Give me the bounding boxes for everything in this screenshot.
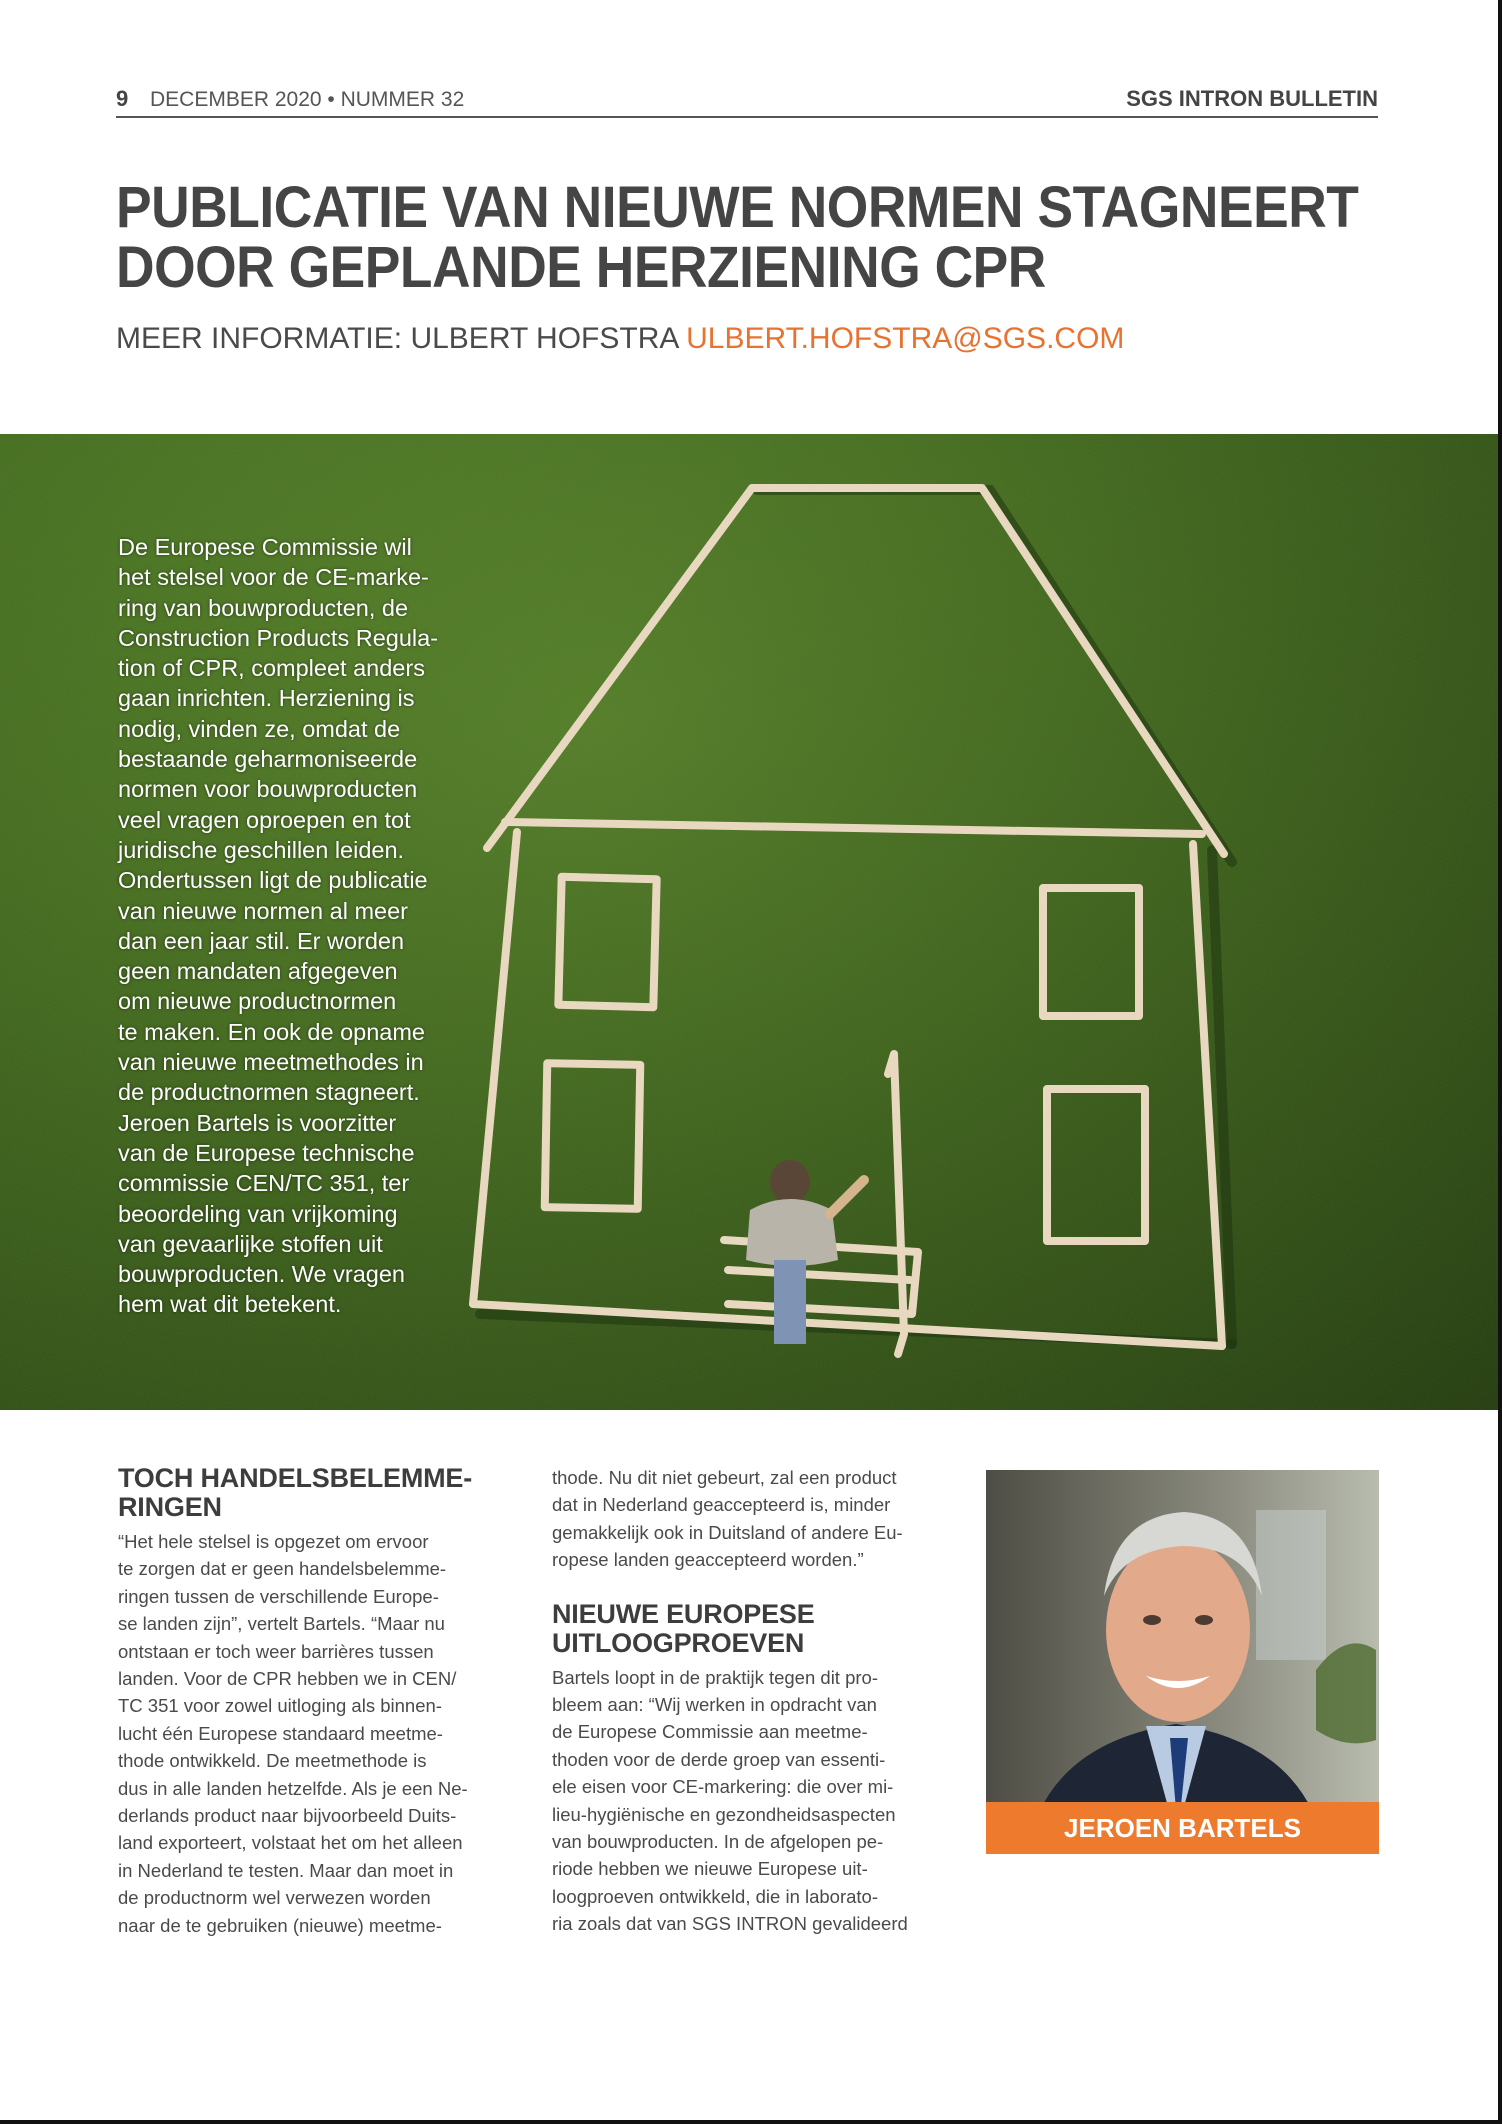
intro-line: geen mandaten afgegeven — [118, 958, 398, 985]
contact-email-link[interactable]: ULBERT.HOFSTRA@SGS.COM — [686, 322, 1125, 355]
intro-line: veel vragen oproepen en tot — [118, 806, 411, 833]
page-border-right — [1498, 0, 1502, 2124]
contact-info — [116, 322, 1124, 356]
intro-line: ring van bouwproducten, de — [118, 594, 409, 621]
body-line: te zorgen dat er geen handelsbelemme- — [118, 1558, 447, 1580]
intro-line: Ondertussen ligt de publicatie — [118, 867, 428, 894]
intro-line: Jeroen Bartels is voorzitter — [118, 1109, 397, 1136]
page-header — [116, 84, 1378, 118]
body-line: land exporteert, volstaat het om het alleen — [118, 1832, 463, 1854]
body-line: in Nederland te testen. Maar dan moet in — [118, 1859, 454, 1881]
heading-line: NIEUWE EUROPESE — [552, 1598, 815, 1629]
heading-line: UITLOOGPROEVEN — [552, 1627, 805, 1658]
intro-line: van gevaarlijke stoffen uit — [118, 1230, 383, 1257]
title-line: DOOR GEPLANDE HERZIENING CPR — [116, 235, 1046, 300]
intro-line: tion of CPR, compleet anders — [118, 655, 425, 682]
body-line: lucht één Europese standaard meetme- — [118, 1722, 443, 1744]
section-heading-leaching-tests — [552, 1600, 952, 1658]
body-line: dus in alle landen hetzelfde. Als je een Ne- — [118, 1777, 468, 1799]
intro-line: beoordeling van vrijkoming — [118, 1200, 398, 1227]
intro-line: juridische geschillen leiden. — [118, 836, 405, 863]
body-line: gemakkelijk ook in Duitsland of andere Eu- — [552, 1521, 903, 1543]
body-line: bleem aan: “Wij werken in opdracht van — [552, 1694, 877, 1716]
intro-line: hem wat dit betekent. — [118, 1291, 342, 1318]
body-line: ropese landen geaccepteerd worden.” — [552, 1549, 864, 1571]
intro-line: de productnormen stagneert. — [118, 1079, 420, 1106]
article-title — [116, 175, 1359, 300]
intro-line: te maken. En ook de opname — [118, 1018, 426, 1045]
body-line: dat in Nederland geaccepteerd is, minder — [552, 1494, 891, 1516]
body-line: van bouwproducten. In de afgelopen pe- — [552, 1831, 884, 1853]
intro-line: bouwproducten. We vragen — [118, 1261, 405, 1288]
body-line: ontstaan er toch weer barrières tussen — [118, 1640, 434, 1662]
intro-line: om nieuwe productnormen — [118, 988, 397, 1015]
body-line: loogproeven ontwikkeld, die in laborato- — [552, 1885, 879, 1907]
body-line: thode. Nu dit niet gebeurt, zal een product — [552, 1467, 897, 1488]
intro-line: van nieuwe meetmethodes in — [118, 1049, 424, 1076]
intro-line: commissie CEN/TC 351, ter — [118, 1170, 410, 1197]
intro-line: De Europese Commissie wil — [118, 534, 412, 560]
body-line: naar de te gebruiken (nieuwe) meetme- — [118, 1914, 442, 1936]
intro-line: van de Europese technische — [118, 1139, 415, 1166]
body-line: lieu-hygiënische en gezondheidsaspecten — [552, 1803, 896, 1825]
intro-line: Construction Products Regula- — [118, 624, 439, 651]
body-line: se landen zijn”, vertelt Bartels. “Maar nu — [118, 1613, 445, 1635]
issue-date: DECEMBER 2020 • NUMMER 32 — [150, 88, 465, 111]
column-2 — [552, 1464, 952, 1938]
publication-name: SGS INTRON BULLETIN — [1126, 86, 1378, 111]
intro-line: van nieuwe normen al meer — [118, 897, 408, 924]
body-line: derlands product naar bijvoorbeeld Duits- — [118, 1805, 457, 1827]
body-line: thoden voor de derde groep van essenti- — [552, 1748, 886, 1770]
portrait-caption: JEROEN BARTELS — [986, 1802, 1379, 1854]
title-line: PUBLICATIE VAN NIEUWE NORMEN STAGNEERT — [116, 175, 1359, 240]
contact-label: MEER INFORMATIE: ULBERT HOFSTRA — [116, 322, 678, 355]
intro-line: gaan inrichten. Herziening is — [118, 685, 415, 712]
intro-line: normen voor bouwproducten — [118, 776, 418, 803]
column-1 — [118, 1464, 518, 1939]
page-border-bottom — [0, 2120, 1502, 2124]
portrait-photo — [986, 1470, 1379, 1854]
body-line: TC 351 voor zowel uitloging als binnen- — [118, 1695, 442, 1717]
body-line: riode hebben we nieuwe Europese uit- — [552, 1858, 868, 1880]
header-rule — [116, 116, 1378, 118]
body-line: de Europese Commissie aan meetme- — [552, 1721, 868, 1743]
intro-line: bestaande geharmoniseerde — [118, 746, 418, 773]
intro-line: dan een jaar stil. Er worden — [118, 927, 405, 954]
intro-text — [118, 532, 458, 1320]
heading-line: RINGEN — [118, 1492, 222, 1522]
intro-line: nodig, vinden ze, omdat de — [118, 715, 401, 742]
body-line: “Het hele stelsel is opgezet om ervoor — [118, 1531, 429, 1552]
body-line: thode ontwikkeld. De meetmethode is — [118, 1750, 427, 1772]
portrait-illustration — [986, 1470, 1379, 1854]
body-line: ringen tussen de verschillende Europe- — [118, 1585, 439, 1607]
hero-image — [0, 434, 1498, 1410]
section-heading-trade-barriers — [118, 1464, 518, 1522]
body-line: Bartels loopt in de praktijk tegen dit pro- — [552, 1666, 878, 1688]
body-line: ele eisen voor CE-markering: die over mi- — [552, 1776, 894, 1798]
body-line: ria zoals dat van SGS INTRON gevalideerd — [552, 1913, 908, 1935]
body-line: de productnorm wel verwezen worden — [118, 1887, 431, 1909]
page-number: 9 — [116, 86, 129, 111]
body-line: landen. Voor de CPR hebben we in CEN/ — [118, 1668, 457, 1690]
heading-line: TOCH HANDELSBELEMME- — [118, 1463, 473, 1493]
intro-line: het stelsel voor de CE-marke- — [118, 564, 429, 591]
